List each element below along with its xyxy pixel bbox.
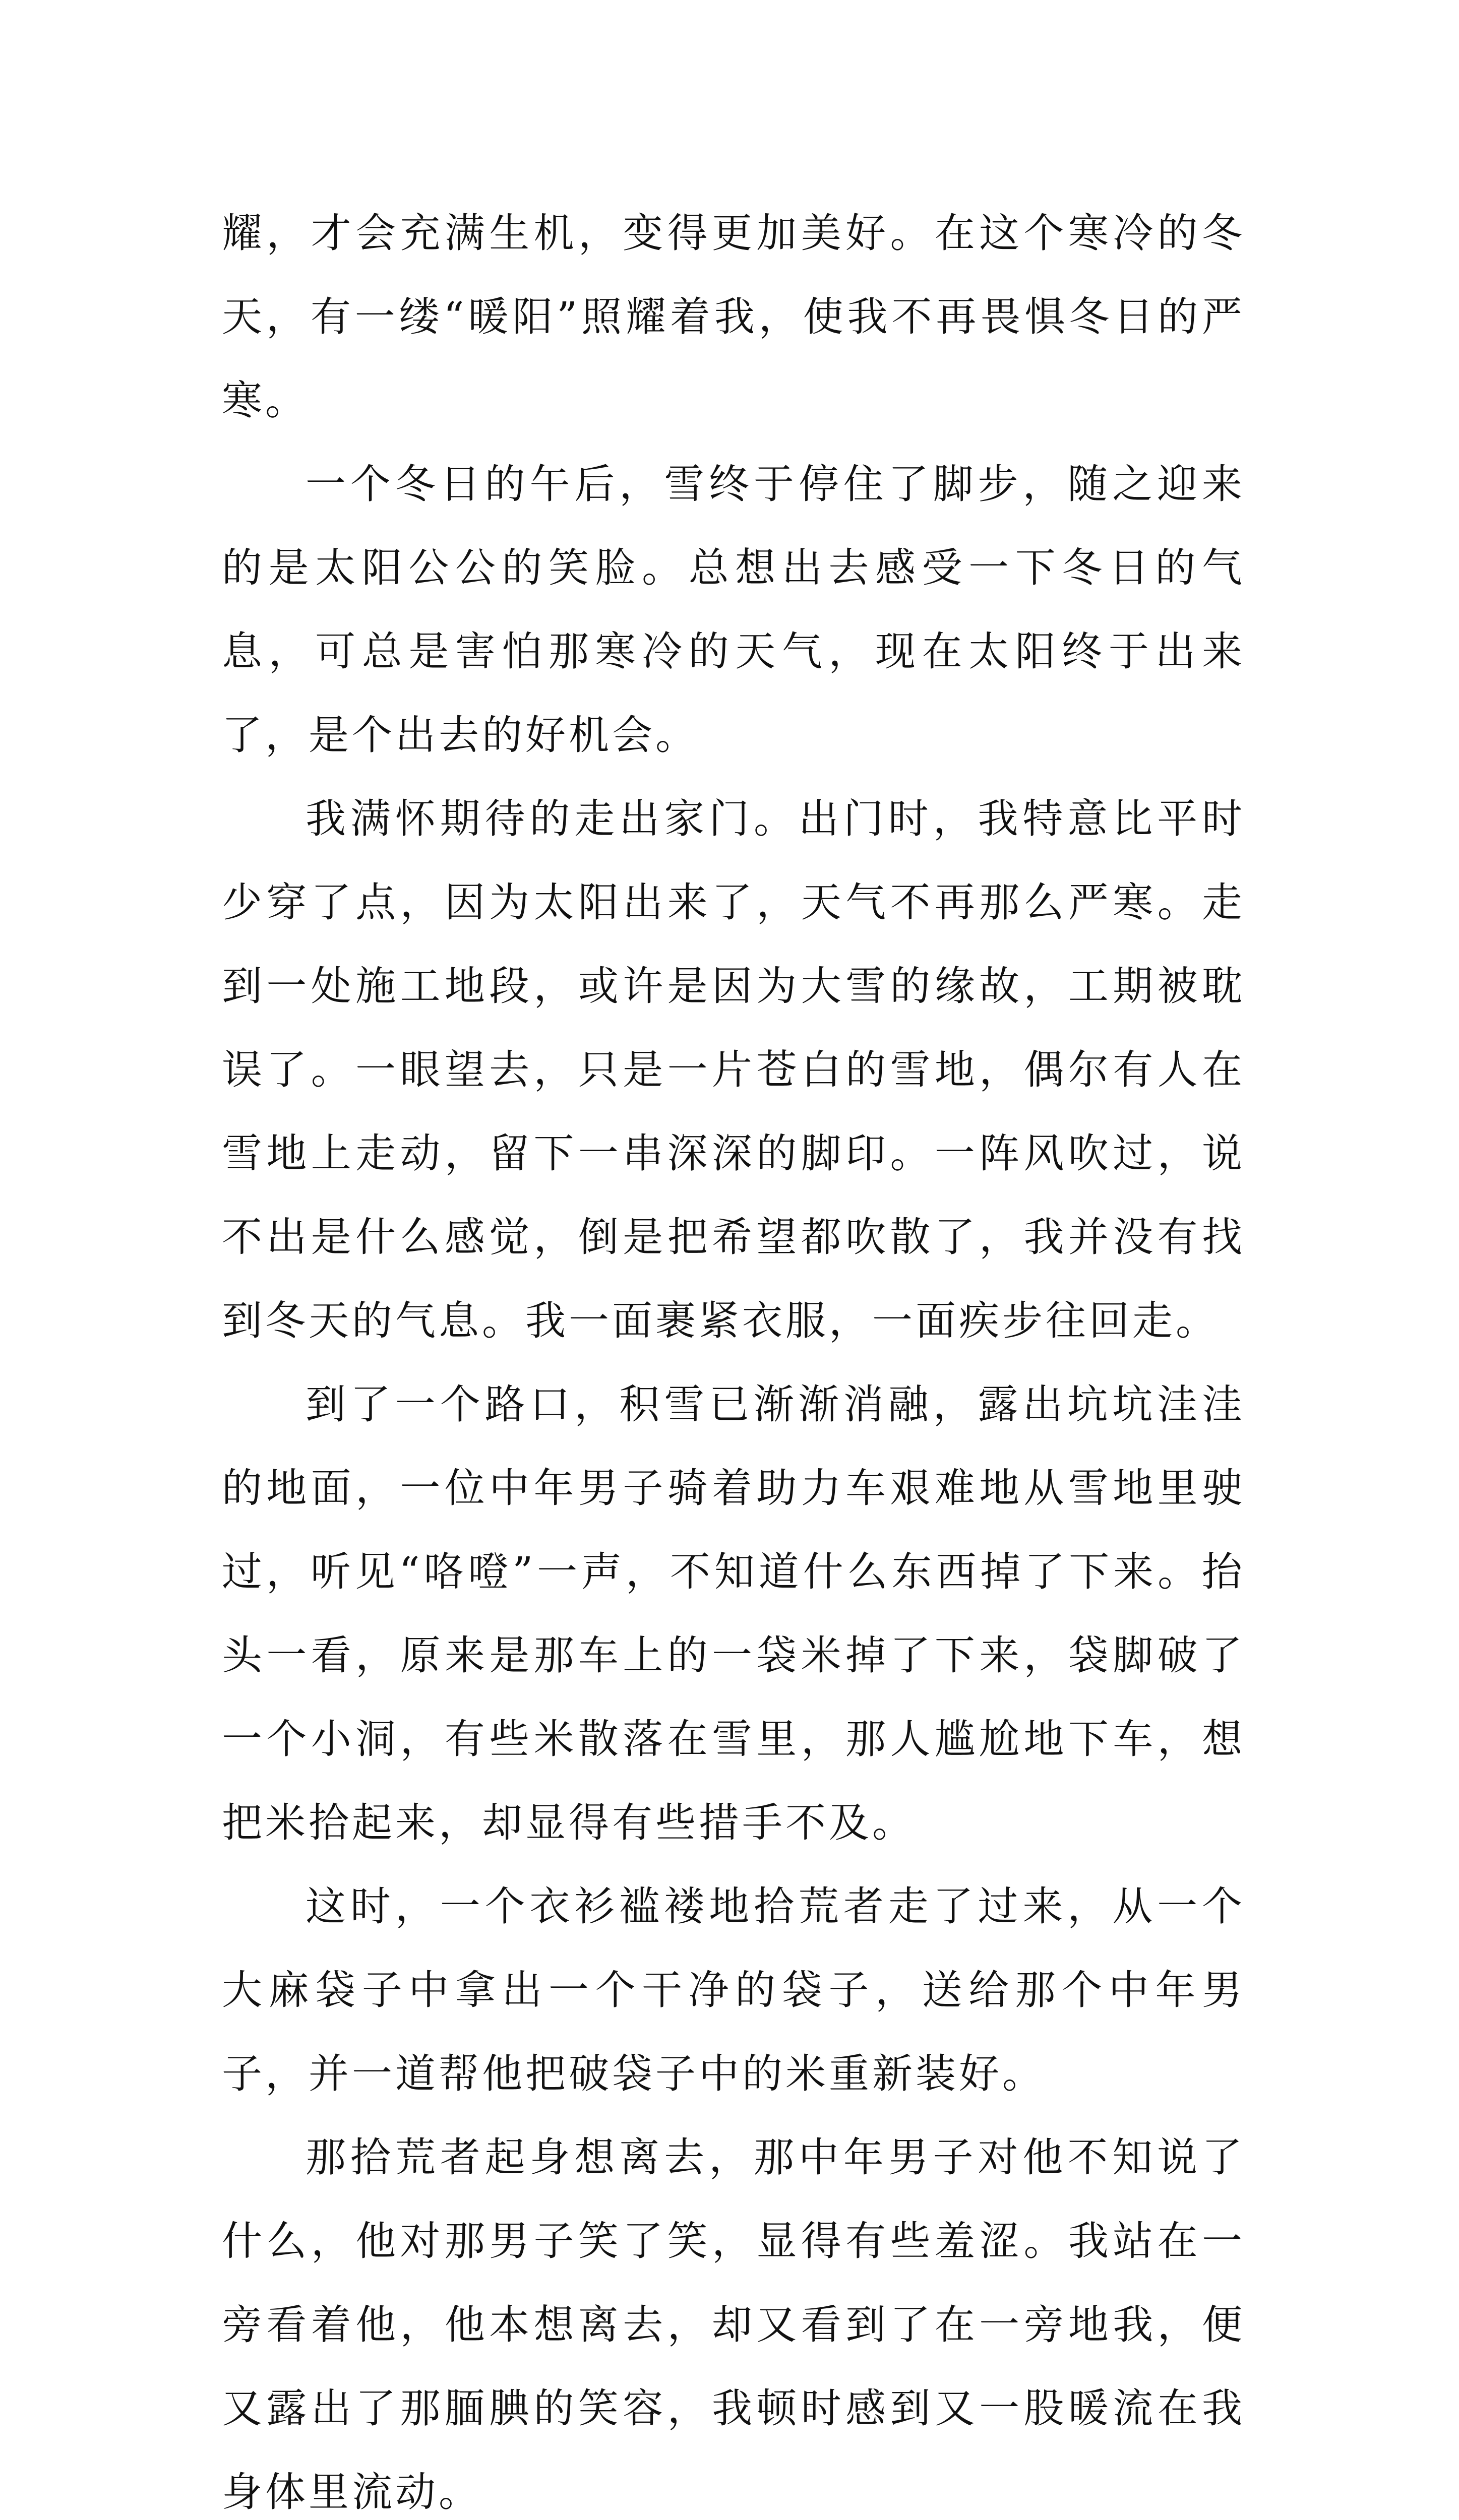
paragraph: 到了一个路口，积雪已渐渐消融，露出坑坑洼洼的地面，一位中年男子骑着助力车艰难地从雪地里驶过，听见“咯噔”一声，不知道什么东西掉了下来。抬头一看，原来是那车上的一袋米掉了下来，袋脚破了一个小洞，有些米散落在雪里，那人尴尬地下车，想把米拾起来，却显得有些措手不及。	[222, 1381, 1245, 1846]
paragraph: 我满怀期待的走出家门。出门时，我特意比平时少穿了点，因为太阳出来了，天气不再那么严寒。走到一处施工地段，或许是因为大雪的缘故，工期被耽误了。一眼望去，只是一片苍白的雪地，偶尔有人在雪地上走动，留下一串深深的脚印。一阵风吹过，说不出是什么感觉，倒是把希望都吹散了，我并没有找到冬天的气息。我一面裹紧衣服，一面疾步往回走。	[222, 795, 1245, 1344]
document-body	[222, 192, 1245, 2520]
paragraph: 一个冬日的午后，雪终于停住了脚步，随之迎来的是太阳公公的笑脸。总想出去感受一下冬日的气息，可总是害怕那寒冷的天气，现在太阳终于出来了，是个出去的好机会。	[222, 461, 1245, 759]
paragraph: 这时，一个衣衫褴褛地拾荒者走了过来，从一个大麻袋子中拿出一个干净的袋子，送给那个中年男子，并一道帮他把破袋子中的米重新装好。	[222, 1883, 1245, 2097]
paragraph: 那拾荒者起身想离去，那中年男子对他不知说了什么，他对那男子笑了笑，显得有些羞涩。我站在一旁看着他，他本想离去，却又看到了在一旁地我，便又露出了那腼腆的笑容，我顿时感到又一股暖流在我身体里流动。	[222, 2134, 1245, 2515]
paragraph-continuation: 耀，才会充满生机，变得更加美好。在这个寒冷的冬天，有一缕“暖阳”照耀着我，使我不再畏惧冬日的严寒。	[222, 210, 1245, 424]
